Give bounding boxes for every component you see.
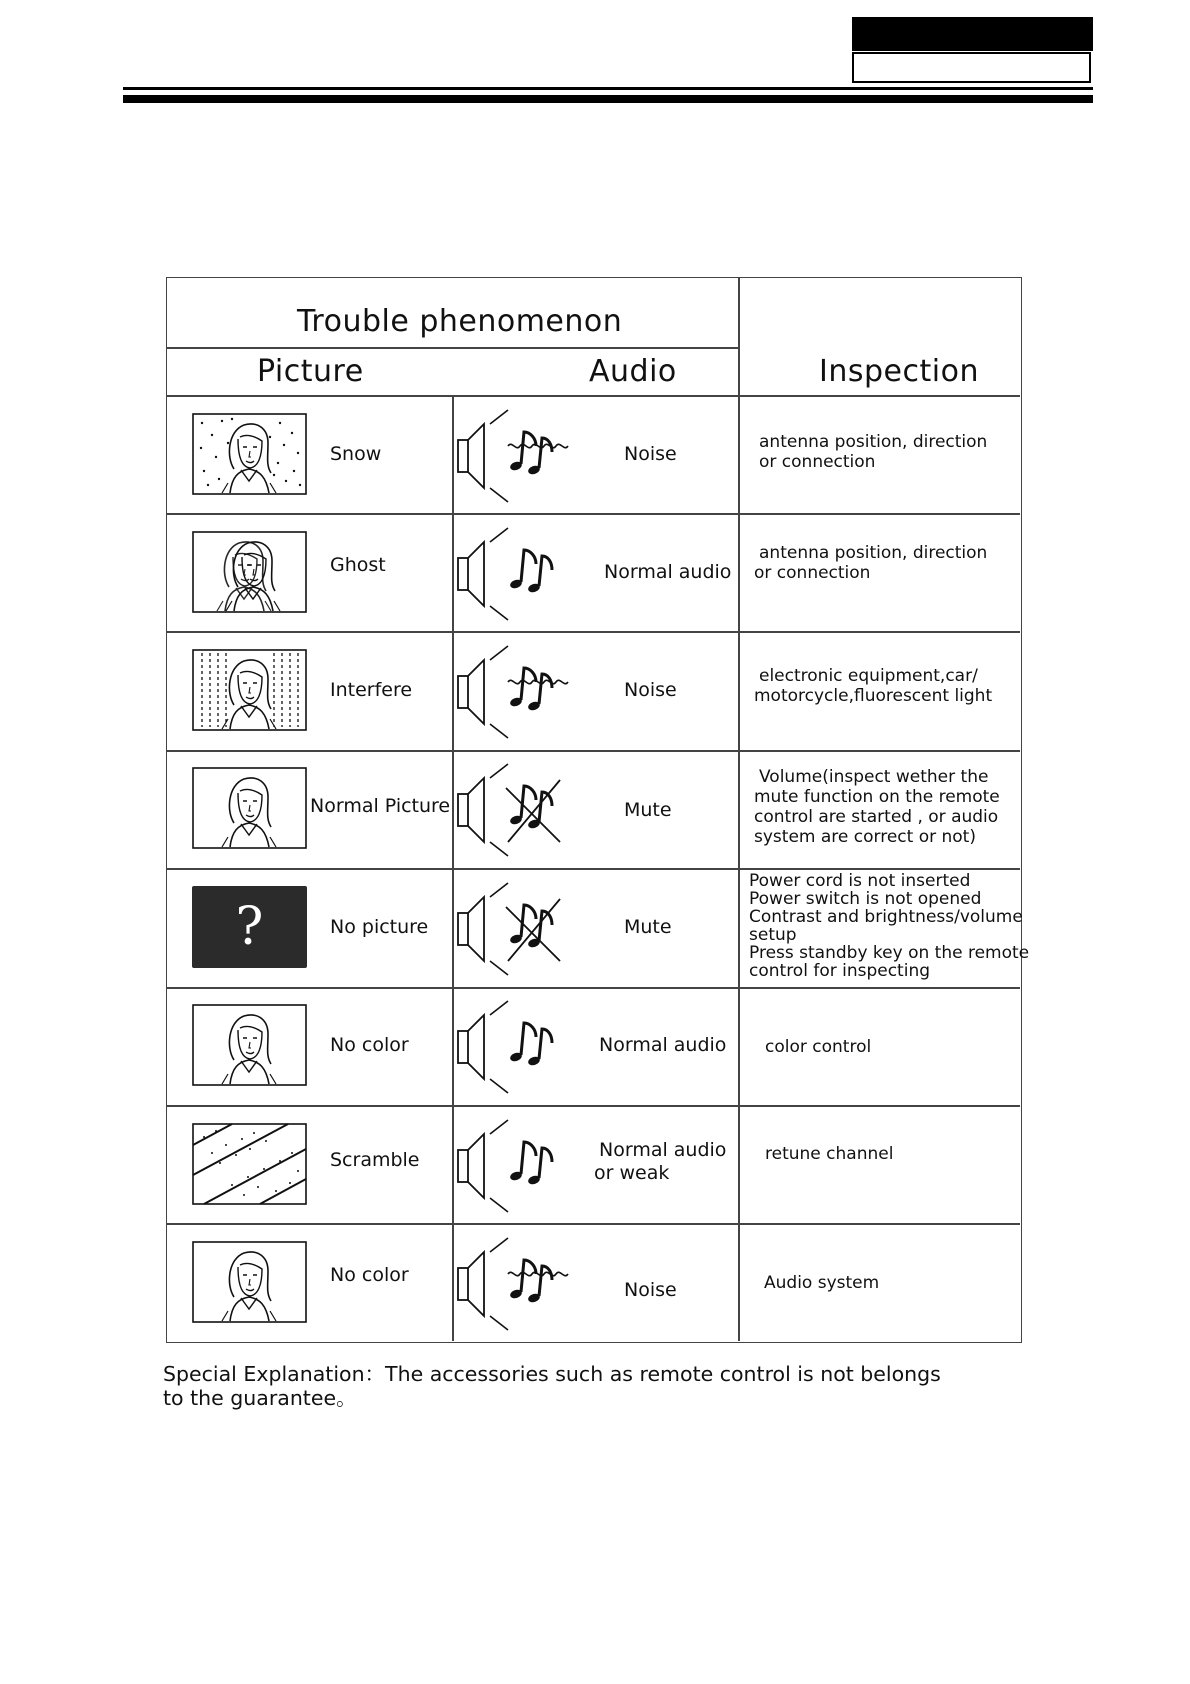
inspection-line: mute function on the remote — [754, 787, 1000, 807]
inspection-text — [754, 666, 992, 706]
inspection-line: Power switch is not opened — [749, 889, 982, 909]
picture-label: No picture — [330, 916, 429, 938]
header-rule-thick — [123, 95, 1093, 103]
audio-label — [624, 799, 672, 822]
no-color-picture-icon — [192, 1004, 307, 1086]
audio-label — [599, 1034, 726, 1057]
audio-label — [624, 1279, 677, 1302]
audio-label-line: Noise — [624, 1279, 677, 1301]
audio-label-line: Normal audio — [599, 1139, 727, 1161]
inspection-text — [759, 432, 987, 472]
inspection-line: control for inspecting — [749, 961, 931, 981]
table-row — [167, 1106, 1020, 1224]
question-mark-icon: ? — [235, 897, 264, 957]
speaker-mute-icon — [452, 879, 592, 979]
speaker-normal-icon — [452, 1116, 592, 1216]
grid-line — [167, 347, 738, 349]
inspection-line: antenna position, direction — [759, 432, 988, 452]
header-trouble-phenomenon: Trouble phenomenon — [297, 304, 623, 339]
header-tab-black — [852, 17, 1093, 51]
picture-label: Scramble — [330, 1149, 420, 1171]
picture-label: Interfere — [330, 679, 413, 701]
scramble-picture-icon — [192, 1123, 307, 1205]
trouble-table — [166, 277, 1030, 1343]
normal-picture-icon — [192, 767, 307, 849]
table-row — [167, 750, 1020, 868]
special-explanation-line: to the guarantee。 — [163, 1386, 357, 1410]
inspection-line: system are correct or not) — [754, 827, 976, 847]
inspection-text — [754, 543, 987, 583]
audio-label — [624, 443, 677, 466]
no-picture-icon — [192, 886, 307, 968]
table-row — [167, 987, 1020, 1105]
audio-label — [604, 561, 731, 584]
speaker-mute-icon — [452, 760, 592, 860]
inspection-line: Press standby key on the remote — [749, 943, 1030, 963]
audio-label — [624, 679, 677, 702]
inspection-line: Volume(inspect wether the — [759, 767, 989, 787]
snow-picture-icon — [192, 413, 307, 495]
inspection-line: or connection — [754, 563, 871, 583]
audio-label-line: Noise — [624, 443, 677, 465]
inspection-text — [749, 872, 1029, 980]
audio-label — [624, 916, 672, 939]
speaker-noise-icon — [452, 406, 592, 506]
inspection-line: setup — [749, 925, 797, 945]
speaker-noise-icon — [452, 1234, 592, 1334]
speaker-noise-icon — [452, 642, 592, 742]
inspection-line: antenna position, direction — [759, 543, 988, 563]
audio-label — [594, 1139, 726, 1185]
picture-label: No color — [330, 1034, 409, 1056]
table-row — [167, 514, 1020, 632]
audio-label-line: Mute — [624, 916, 672, 938]
table-row — [167, 1224, 1020, 1342]
inspection-line: retune channel — [765, 1144, 894, 1164]
inspection-text — [764, 1273, 879, 1293]
inspection-line: Contrast and brightness/volume — [749, 907, 1023, 927]
picture-label: No color — [330, 1264, 409, 1286]
audio-label-line: Normal audio — [599, 1034, 727, 1056]
table-row — [167, 632, 1020, 750]
no-color-picture-icon — [192, 1241, 307, 1323]
header-rule-thin — [123, 87, 1093, 90]
picture-label: Normal Picture — [310, 795, 451, 817]
inspection-line: electronic equipment,car/ — [759, 666, 978, 686]
interfere-picture-icon — [192, 649, 307, 731]
inspection-text — [765, 1144, 893, 1164]
header-tab-white — [852, 52, 1091, 83]
header-audio: Audio — [589, 354, 677, 389]
special-explanation — [163, 1362, 941, 1410]
audio-label-line: Mute — [624, 799, 672, 821]
inspection-line: Audio system — [764, 1273, 880, 1293]
speaker-normal-icon — [452, 524, 592, 624]
inspection-line: motorcycle,fluorescent light — [754, 686, 993, 706]
header-picture: Picture — [257, 354, 364, 389]
table-row — [167, 869, 1030, 987]
speaker-normal-icon — [452, 997, 592, 1097]
header-inspection: Inspection — [819, 354, 979, 389]
inspection-line: or connection — [759, 452, 876, 472]
audio-label-line: or weak — [594, 1162, 670, 1184]
table-row — [167, 396, 1020, 514]
picture-label: Snow — [330, 443, 382, 465]
ghost-picture-icon — [192, 531, 307, 613]
picture-label: Ghost — [330, 554, 386, 576]
inspection-text — [765, 1037, 871, 1057]
inspection-line: Power cord is not inserted — [749, 871, 971, 891]
inspection-line: control are started , or audio — [754, 807, 999, 827]
special-explanation-line: Special Explanation：The accessories such as remote control is not belongs — [163, 1362, 941, 1386]
inspection-text — [754, 767, 1000, 847]
audio-label-line: Noise — [624, 679, 677, 701]
audio-label-line: Normal audio — [604, 561, 732, 583]
inspection-line: color control — [765, 1037, 872, 1057]
